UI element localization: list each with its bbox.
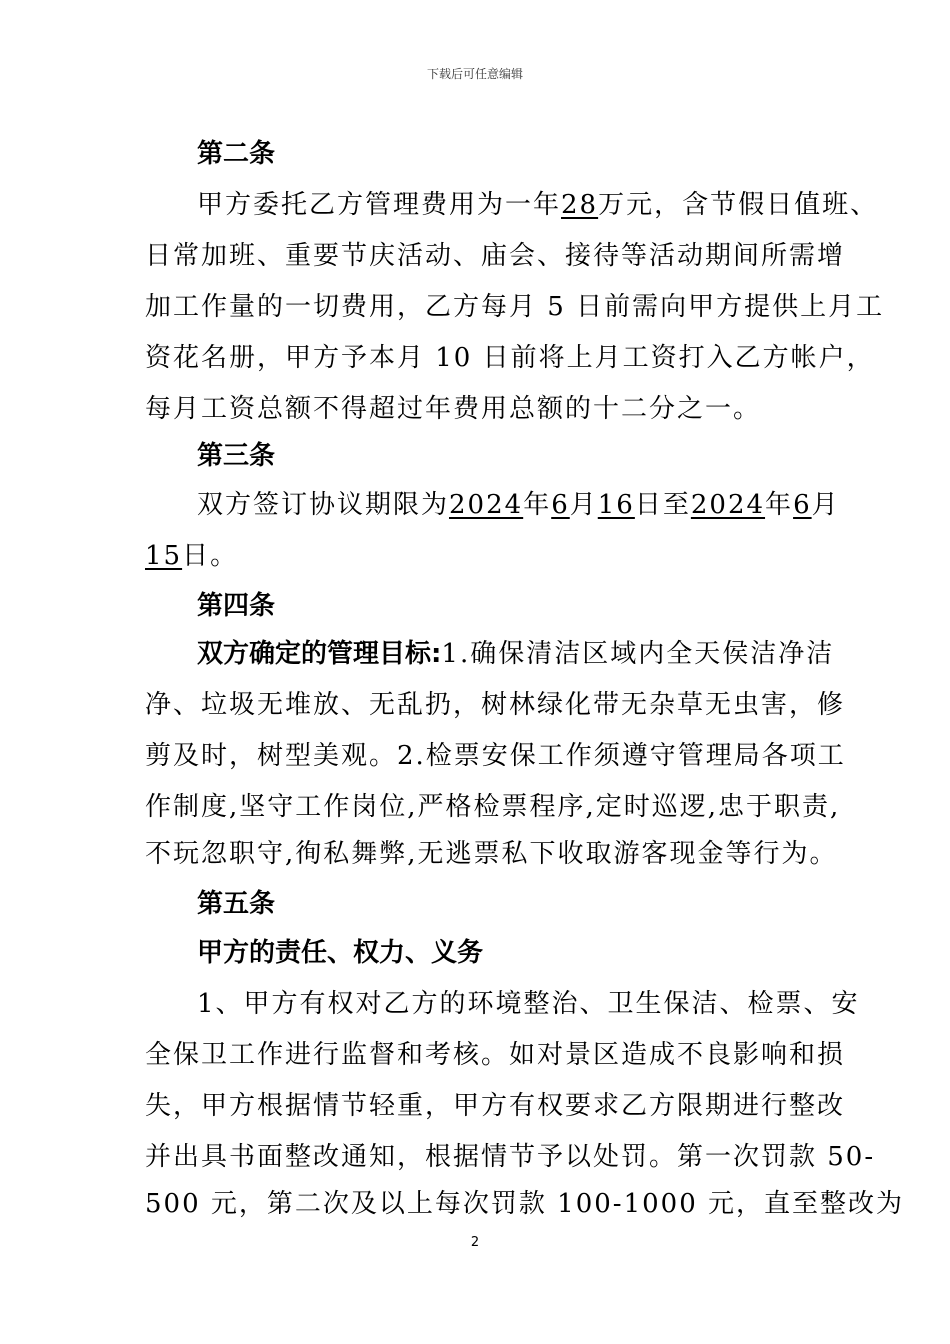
text-segment: 万元，含节假日值班、 (598, 190, 879, 220)
management-goal-lead: 双方确定的管理目标: (197, 639, 442, 669)
article-4-line-5: 不玩忽职守,徇私舞弊,无逃票私下收取游客现金等行为。 (145, 839, 838, 869)
article-5-subtitle: 甲方的责任、权力、义务 (197, 938, 484, 968)
article-5-title: 第五条 (197, 889, 276, 919)
end-year: 2024 (690, 490, 766, 520)
text-segment: 双方签订协议期限为 (197, 490, 450, 520)
text-segment: 年 (523, 490, 552, 520)
article-2-line-4: 资花名册，甲方予本月 10 日前将上月工资打入乙方帐户， (145, 343, 875, 373)
text-segment: 日至 (634, 490, 691, 520)
article-5-line-4: 并出具书面整改通知，根据情节予以处罚。第一次罚款 50- (145, 1142, 876, 1172)
article-2-line-2: 日常加班、重要节庆活动、庙会、接待等活动期间所需增 (145, 241, 846, 271)
article-4-line-3: 剪及时，树型美观。2.检票安保工作须遵守管理局各项工 (145, 741, 846, 771)
article-4-line-1 (197, 633, 834, 670)
text-segment: 年 (765, 490, 794, 520)
article-3-line-2 (145, 535, 238, 572)
start-year: 2024 (449, 490, 524, 520)
article-2-line-5: 每月工资总额不得超过年费用总额的十二分之一。 (145, 394, 762, 424)
text-segment: 月 (569, 490, 598, 520)
text-segment: 甲方委托乙方管理费用为一年 (197, 190, 562, 220)
text-segment: 月 (811, 490, 840, 520)
article-2-line-1 (197, 184, 878, 221)
article-5-line-2: 全保卫工作进行监督和考核。如对景区造成不良影响和损 (145, 1040, 846, 1070)
article-3-title: 第三条 (197, 441, 276, 471)
article-4-line-2: 净、垃圾无堆放、无乱扔，树林绿化带无杂草无虫害，修 (145, 690, 846, 720)
article-2-line-3: 加工作量的一切费用，乙方每月 5 日前需向甲方提供上月工 (145, 292, 885, 322)
article-2-title: 第二条 (197, 139, 276, 169)
article-5-line-1: 1、甲方有权对乙方的环境整治、卫生保洁、检票、安 (197, 989, 860, 1019)
text-segment: 日。 (182, 541, 239, 571)
article-4-line-4: 作制度,坚守工作岗位,严格检票程序,定时巡逻,忠于职责, (145, 792, 841, 822)
article-3-line-1 (197, 484, 840, 521)
article-4-title: 第四条 (197, 591, 276, 621)
start-month: 6 (551, 490, 570, 520)
end-day: 15 (145, 541, 183, 571)
end-month: 6 (793, 490, 812, 520)
article-5-line-3: 失，甲方根据情节轻重，甲方有权要求乙方限期进行整改 (145, 1091, 846, 1121)
page-number: 2 (470, 1235, 480, 1250)
article-5-line-5: 500 元，第二次及以上每次罚款 100-1000 元，直至整改为 (145, 1189, 904, 1219)
start-day: 16 (597, 490, 635, 520)
fee-amount: 28 (561, 190, 599, 220)
page-header: 下载后可任意编辑 (426, 67, 523, 81)
text-segment: 1.确保清洁区域内全天侯洁净洁 (441, 639, 835, 669)
